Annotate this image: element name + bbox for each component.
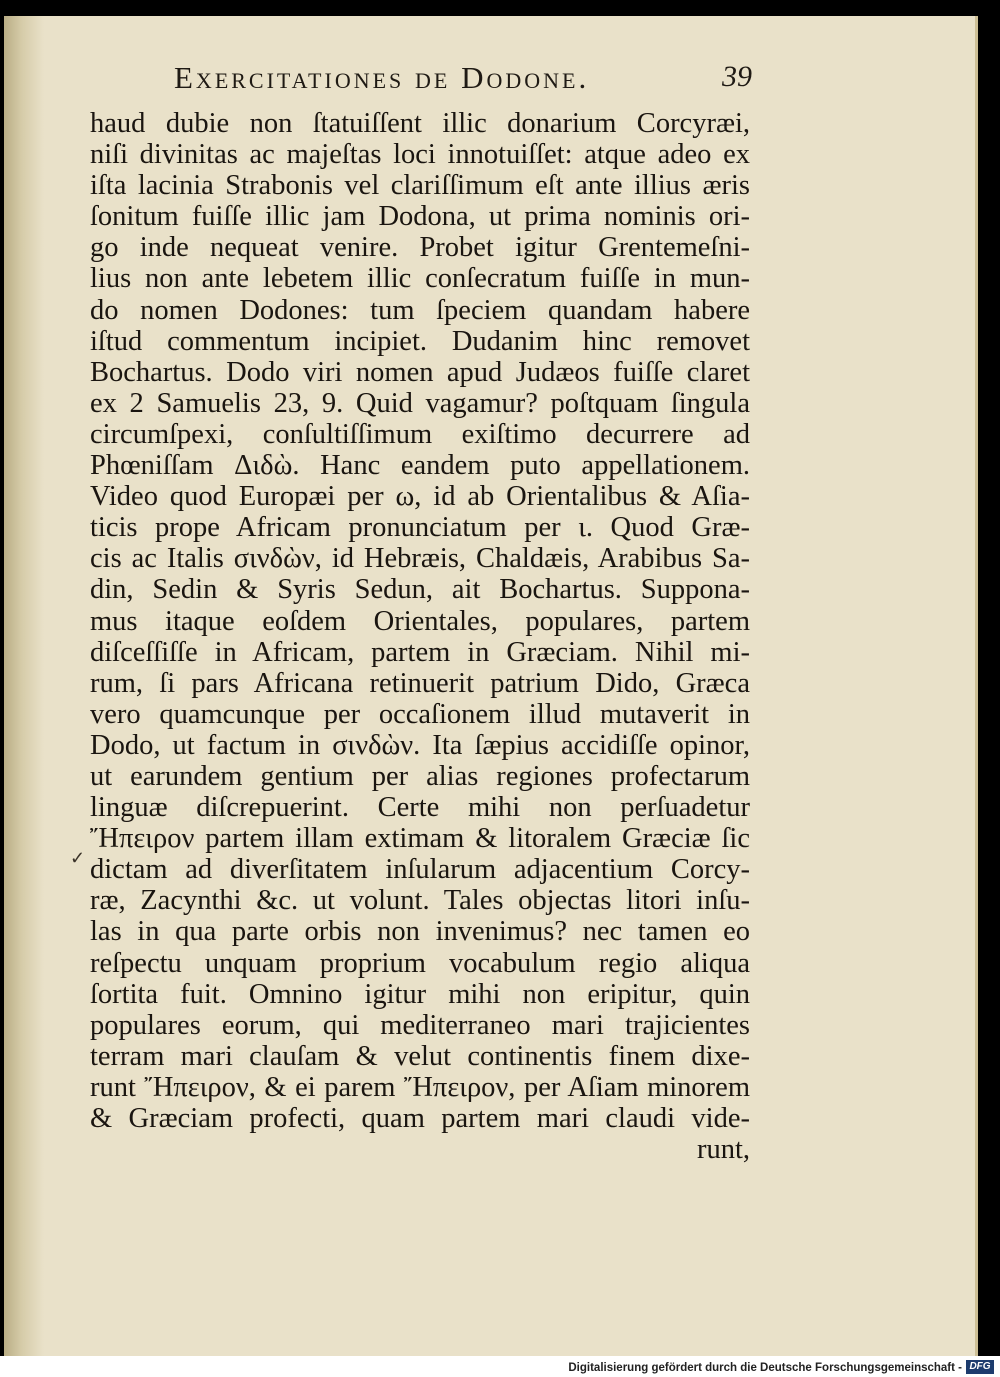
catchword: runt, — [696, 1134, 750, 1166]
text-line: las in qua parte orbis non invenimus? nec tamen eo — [90, 916, 750, 948]
text-line: din, Sedin & Syris Sedun, ait Bochartus. Suppona- — [90, 574, 750, 606]
dfg-logo-icon: DFG — [966, 1360, 994, 1374]
text-line: ræ, Zacynthi &c. ut volunt. Tales objectas litori inſu- — [90, 885, 750, 917]
text-line: niſi divinitas ac majeſtas loci innotuiſſet: atque adeo ex — [90, 139, 750, 171]
text-line: rum, ſi pars Africana retinuerit patrium Dido, Græca — [90, 667, 750, 699]
text-line: do nomen Dodones: tum ſpeciem quandam habere — [90, 294, 750, 326]
text-line: Video quod Europæi per ω, id ab Orientalibus & Aſia- — [90, 481, 750, 513]
text-line: ſortita fuit. Omnino igitur mihi non eripitur, quin — [90, 978, 750, 1010]
text-line: vero quamcunque per occaſionem illud mutaverit in — [90, 698, 750, 730]
text-line: diſceſſiſſe in Africam, partem in Græciam. Nihil mi- — [90, 636, 750, 668]
text-line: reſpectu unquam proprium vocabulum regio aliqua — [90, 947, 750, 979]
page-number: 39 — [722, 60, 752, 93]
text-line: ticis prope Africam pronunciatum per ι. Quod Græ- — [90, 512, 750, 544]
text-line: terram mari clauſam & velut continentis finem dixe- — [90, 1040, 750, 1072]
text-line: haud dubie non ſtatuiſſent illic donarium Corcyræi, — [90, 108, 750, 139]
text-line: iſta lacinia Strabonis vel clariſſimum eſt ante illius æris — [90, 170, 750, 202]
text-line: ut earundem gentium per alias regiones profectarum — [90, 760, 750, 792]
text-line: populares eorum, qui mediterraneo mari trajicientes — [90, 1009, 750, 1041]
text-line: ſonitum fuiſſe illic jam Dodona, ut prima nominis ori- — [90, 201, 750, 233]
book-page — [4, 16, 978, 1356]
text-line: Dodo, ut factum in σινδὼν. Ita ſæpius accidiſſe opinor, — [90, 729, 750, 761]
text-line: runt Ἤπειρον, & ei parem Ἤπειρον, per Aſiam minorem — [90, 1071, 750, 1103]
footer-credit: Digitalisierung gefördert durch die Deutsche Forschungsgemeinschaft - — [568, 1362, 962, 1374]
text-line: go inde nequeat venire. Probet igitur Grentemeſni- — [90, 232, 750, 264]
text-line: iſtud commentum incipiet. Dudanim hinc removet — [90, 325, 750, 357]
text-line: linguæ diſcrepuerint. Certe mihi non perſuadetur — [90, 792, 750, 824]
running-title: Exercitationes de Dodone. — [174, 60, 590, 95]
text-line: ex 2 Samuelis 23, 9. Quid vagamur? poſtquam ſingula — [90, 387, 750, 419]
margin-check-mark: ✓ — [70, 848, 86, 868]
page-edge-shadow — [4, 16, 44, 1356]
text-line: lius non ante lebetem illic conſecratum fuiſſe in mun- — [90, 263, 750, 295]
text-line: dictam ad diverſitatem inſularum adjacentium Corcy- — [90, 854, 750, 886]
digitization-footer — [0, 1356, 1000, 1377]
text-line: Phœniſſam Διδὼ. Hanc eandem puto appellationem. — [90, 450, 750, 482]
text-line: cis ac Italis σινδὼν, id Hebræis, Chaldæis, Arabibus Sa- — [90, 543, 750, 575]
text-line: mus itaque eoſdem Orientales, populares, partem — [90, 605, 750, 637]
text-line: & Græciam profecti, quam partem mari claudi vide- — [90, 1103, 750, 1134]
text-line: circumſpexi, conſultiſſimum exiſtimo decurrere ad — [90, 418, 750, 450]
text-body — [90, 108, 750, 1165]
text-line: Ἤπειρον partem illam extimam & litoralem Græciæ ſic — [90, 823, 750, 855]
text-line: Bochartus. Dodo viri nomen apud Judæos fuiſſe claret — [90, 356, 750, 388]
